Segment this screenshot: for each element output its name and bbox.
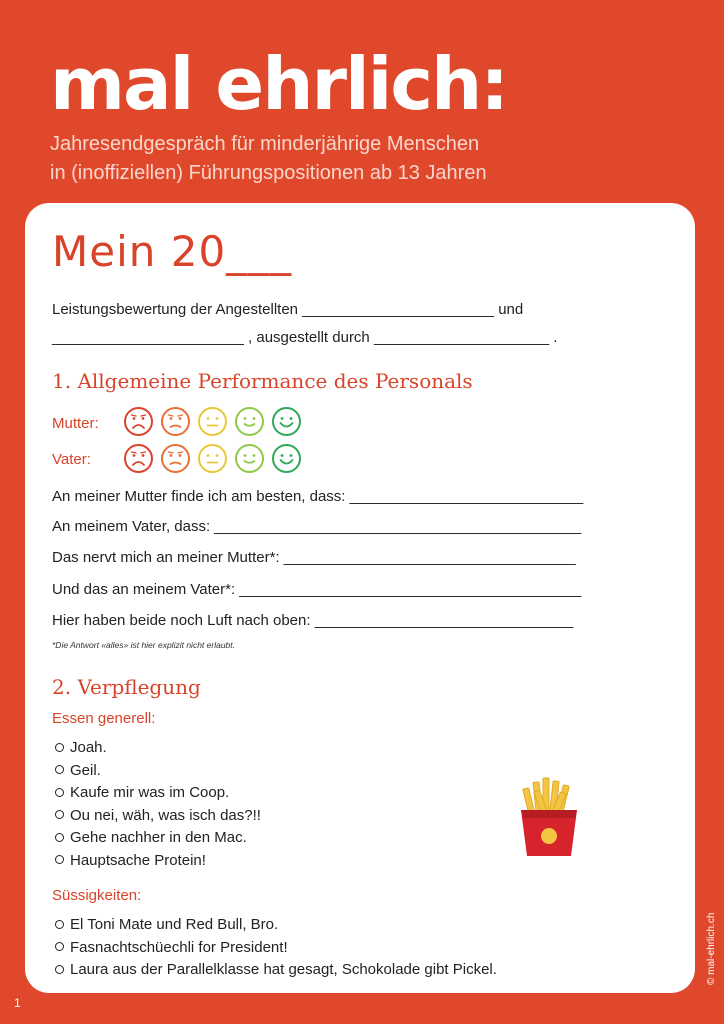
bullet-icon <box>55 833 64 842</box>
worksheet-card <box>25 203 695 993</box>
brand-title: mal ehrlich: <box>50 42 508 126</box>
worksheet-title: Mein 20___ <box>52 227 293 276</box>
question-3: Das nervt mich an meiner Mutter*: ___________________________________ <box>52 549 576 566</box>
sweets-label: Süssigkeiten: <box>52 887 142 904</box>
section-2-heading: 2. Verpflegung <box>52 675 201 699</box>
section-1-heading: 1. Allgemeine Performance des Personals <box>52 369 473 393</box>
list-item: Kaufe mir was im Coop. <box>55 782 261 805</box>
list-item: Hauptsache Protein! <box>55 850 261 873</box>
rating-faces-mother <box>123 406 302 437</box>
neutral-face-icon[interactable] <box>197 443 228 474</box>
sad-face-icon[interactable] <box>160 443 191 474</box>
list-item: Laura aus der Parallelklasse hat gesagt, Schokolade gibt Pickel. <box>55 959 497 982</box>
bullet-icon <box>55 920 64 929</box>
neutral-face-icon[interactable] <box>197 406 228 437</box>
bullet-icon <box>55 765 64 774</box>
copyright-notice: © mal-ehrlich.ch <box>706 912 717 985</box>
list-item: Ou nei, wäh, was isch das?!! <box>55 805 261 828</box>
page-number: 1 <box>14 996 21 1010</box>
food-list <box>55 737 261 872</box>
rating-faces-father <box>123 443 302 474</box>
bullet-icon <box>55 942 64 951</box>
fries-icon <box>513 776 585 860</box>
question-1: An meiner Mutter finde ich am besten, dass: ____________________________ <box>52 488 584 505</box>
happy-face-icon[interactable] <box>271 443 302 474</box>
intro-line-2: _______________________ , ausgestellt durch _____________________ . <box>52 329 558 346</box>
intro-line-1: Leistungsbewertung der Angestellten _______________________ und <box>52 301 524 318</box>
bullet-icon <box>55 743 64 752</box>
very-sad-face-icon[interactable] <box>123 443 154 474</box>
list-item: Fasnachtschüechli for President! <box>55 937 497 960</box>
list-item: El Toni Mate und Red Bull, Bro. <box>55 914 497 937</box>
bullet-icon <box>55 810 64 819</box>
happy-face-icon[interactable] <box>271 406 302 437</box>
question-5: Hier haben beide noch Luft nach oben: _______________________________ <box>52 612 574 629</box>
smile-face-icon[interactable] <box>234 406 265 437</box>
question-2: An meinem Vater, dass: ____________________________________________ <box>52 518 582 535</box>
list-item: Gehe nachher in den Mac. <box>55 827 261 850</box>
subtitle-line-1: Jahresendgespräch für minderjährige Menschen <box>50 133 480 155</box>
sad-face-icon[interactable] <box>160 406 191 437</box>
bullet-icon <box>55 855 64 864</box>
bullet-icon <box>55 965 64 974</box>
rating-label-father: Vater: <box>52 451 91 468</box>
bullet-icon <box>55 788 64 797</box>
rating-label-mother: Mutter: <box>52 415 99 432</box>
footnote: *Die Antwort «alles» ist hier explizit nicht erlaubt. <box>52 640 235 650</box>
subtitle-line-2: in (inoffiziellen) Führungspositionen ab 13 Jahren <box>50 162 487 184</box>
list-item: Geil. <box>55 760 261 783</box>
sweets-list <box>55 914 497 982</box>
subtitle <box>50 130 487 188</box>
question-4: Und das an meinem Vater*: _________________________________________ <box>52 581 582 598</box>
food-label: Essen generell: <box>52 710 156 727</box>
smile-face-icon[interactable] <box>234 443 265 474</box>
list-item: Joah. <box>55 737 261 760</box>
very-sad-face-icon[interactable] <box>123 406 154 437</box>
